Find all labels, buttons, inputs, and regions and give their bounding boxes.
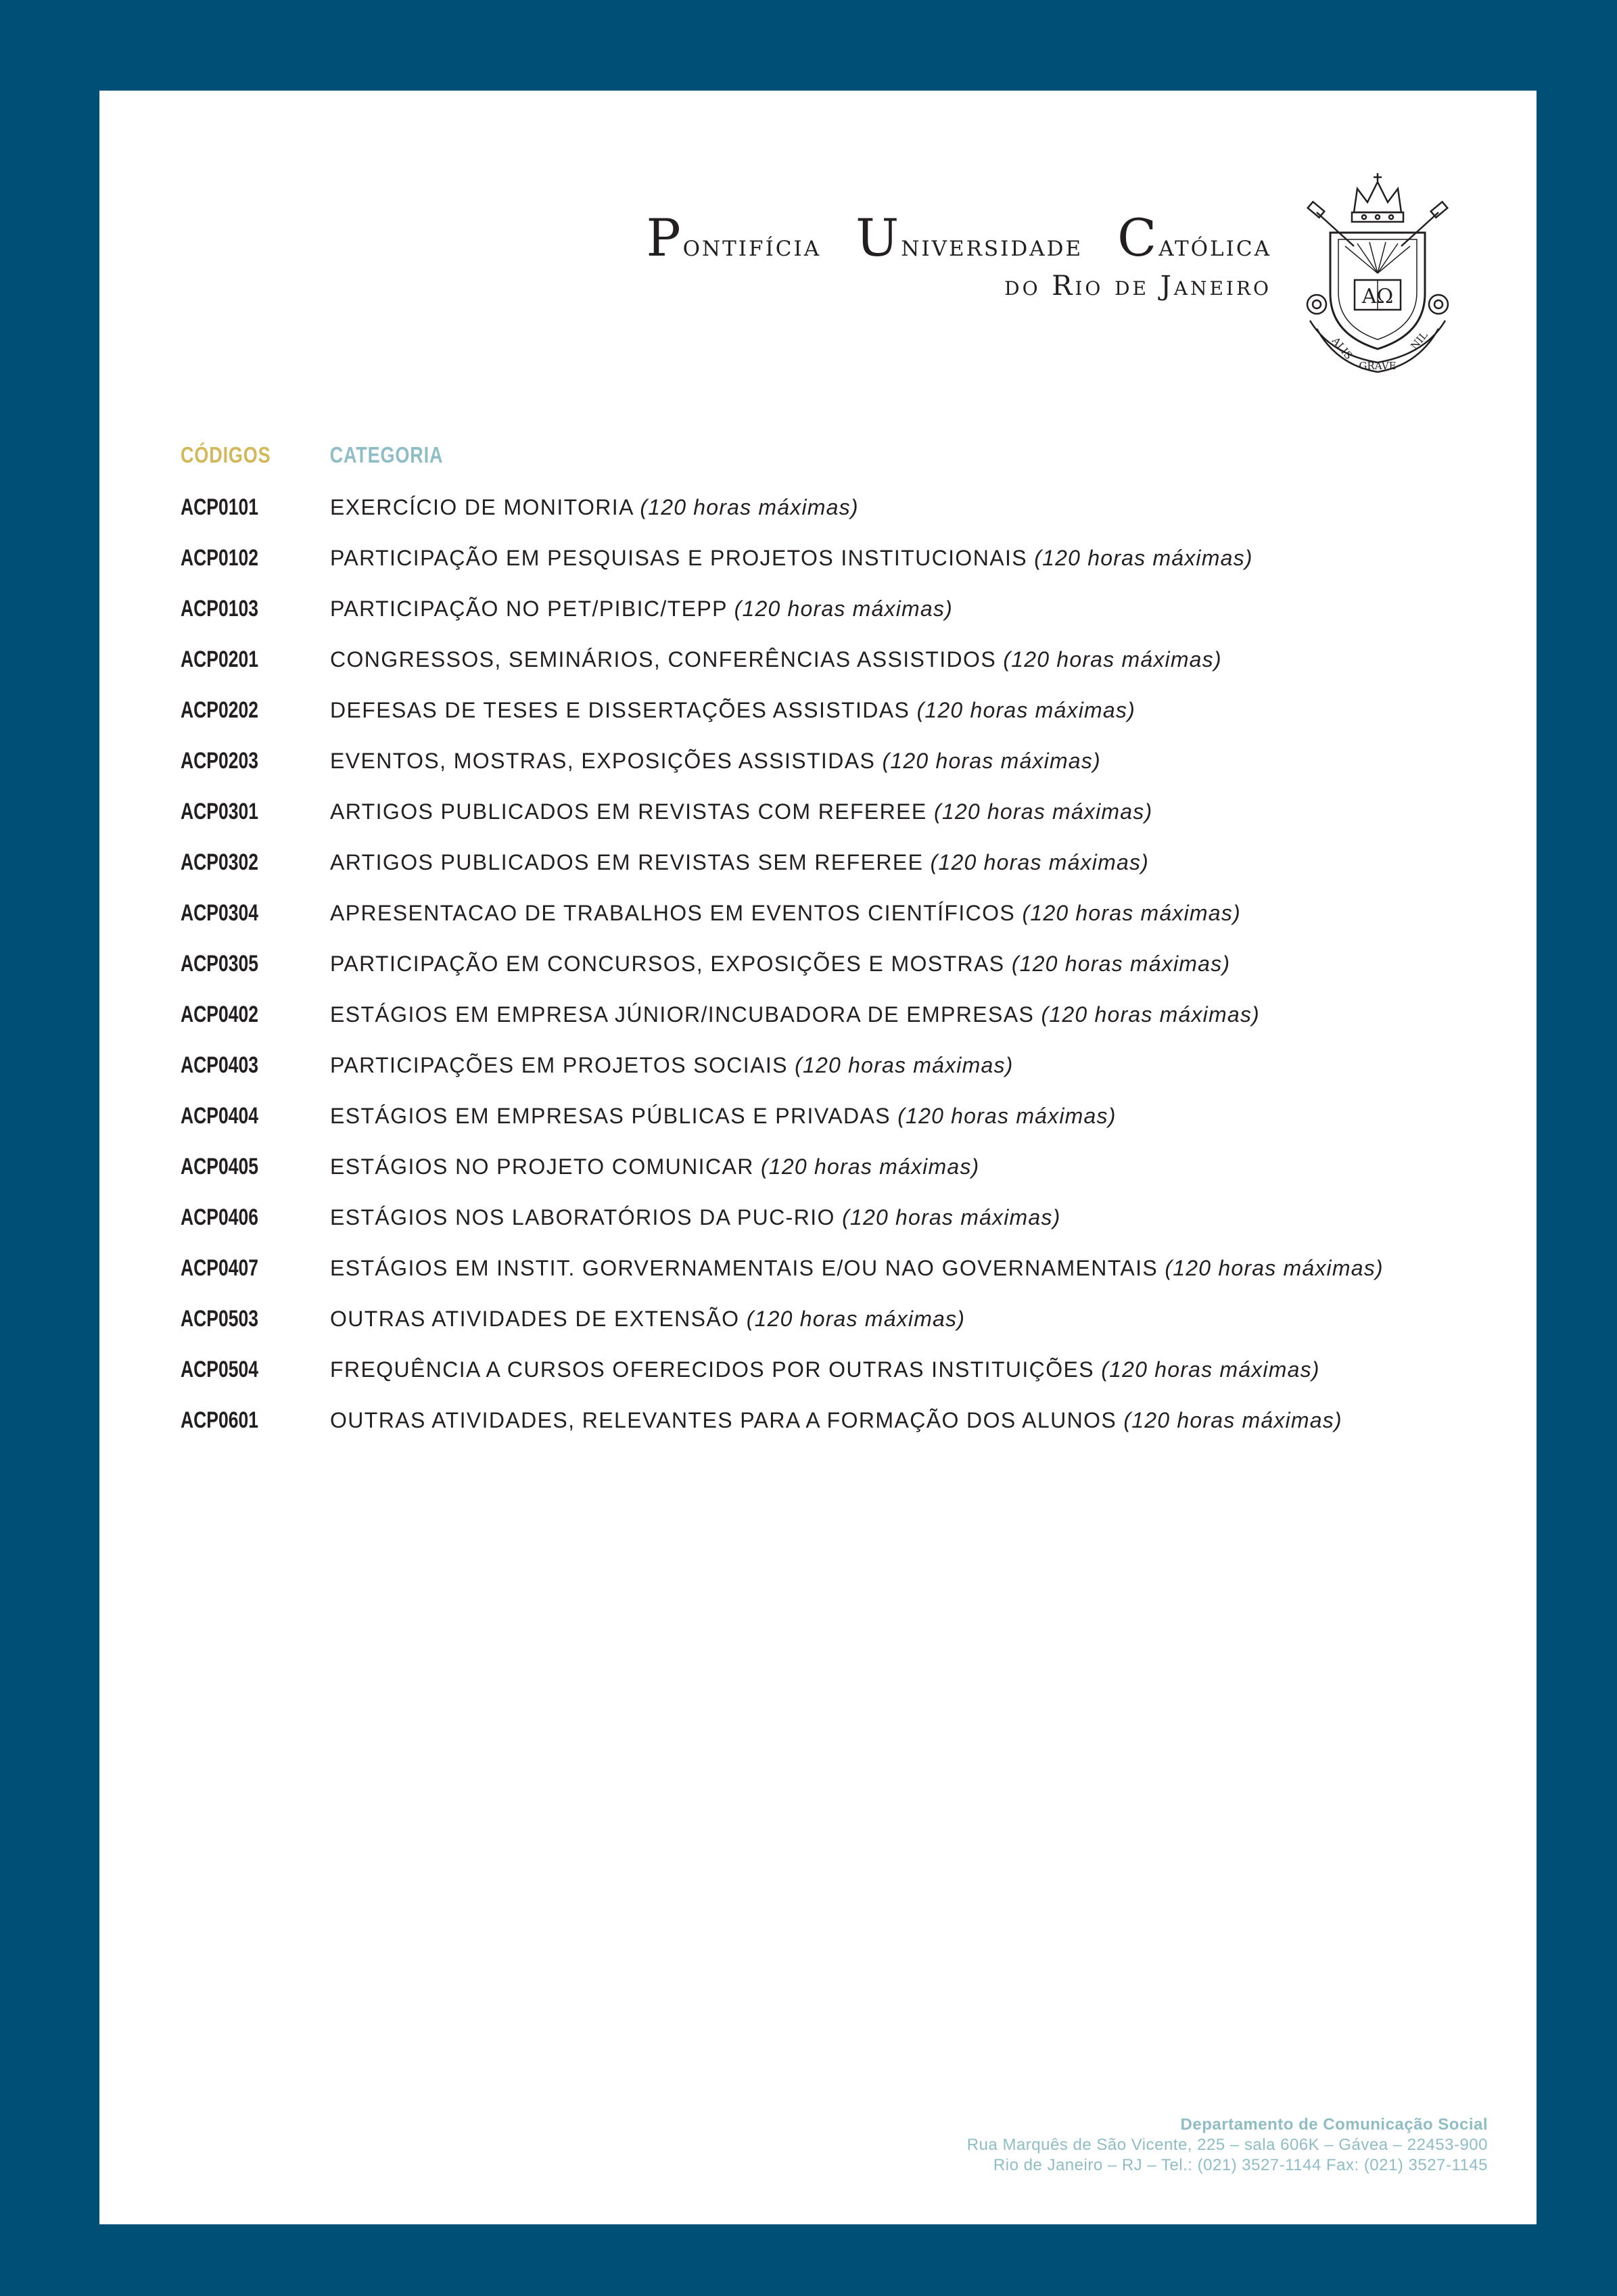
row-hours-limit: (120 horas máximas) (1165, 1256, 1384, 1280)
row-hours-limit: (120 horas máximas) (1034, 546, 1253, 570)
crest-motto-right: NIL (1408, 329, 1430, 352)
table-row (181, 1053, 1509, 1104)
university-name-line2: do Rio de Janeiro (1004, 271, 1271, 302)
row-category-name: PARTICIPAÇÃO EM PESQUISAS E PROJETOS INSTITUCIONAIS (330, 546, 1027, 570)
row-hours-limit: (120 horas máximas) (640, 495, 859, 519)
row-code: ACP0601 (181, 1407, 258, 1433)
row-hours-limit: (120 horas máximas) (882, 749, 1101, 773)
table-row (181, 1408, 1509, 1459)
table-row (181, 850, 1509, 901)
crest-motto-center: GRAVE (1359, 360, 1397, 372)
row-hours-limit: (120 horas máximas) (1123, 1408, 1342, 1432)
row-category-name: ESTÁGIOS NOS LABORATÓRIOS DA PUC-RIO (330, 1205, 835, 1229)
table-row (181, 1307, 1509, 1357)
row-hours-limit: (120 horas máximas) (930, 850, 1150, 874)
row-hours-limit: (120 horas máximas) (933, 799, 1153, 824)
row-code: ACP0101 (181, 494, 258, 520)
row-code: ACP0202 (181, 697, 258, 723)
row-category (330, 901, 1241, 925)
row-category (330, 1104, 1117, 1128)
row-category (330, 1154, 979, 1179)
row-code: ACP0103 (181, 596, 258, 622)
table-row (181, 799, 1509, 850)
table-row (181, 1256, 1509, 1307)
crest-motto-left: ALIS (1329, 335, 1355, 362)
row-category-name: OUTRAS ATIVIDADES, RELEVANTES PARA A FORMAÇÃO DOS ALUNOS (330, 1408, 1117, 1432)
row-category-name: PARTICIPAÇÕES EM PROJETOS SOCIAIS (330, 1053, 788, 1077)
row-category-name: ESTÁGIOS EM EMPRESAS PÚBLICAS E PRIVADAS (330, 1104, 891, 1128)
row-category-name: FREQUÊNCIA A CURSOS OFERECIDOS POR OUTRAS INSTITUIÇÕES (330, 1357, 1094, 1382)
row-category (330, 749, 1101, 773)
university-name-line1 (646, 208, 1271, 268)
table-row (181, 698, 1509, 749)
row-category-name: ARTIGOS PUBLICADOS EM REVISTAS SEM REFEREE (330, 850, 924, 874)
row-code: ACP0305 (181, 951, 258, 977)
row-code: ACP0504 (181, 1357, 258, 1382)
row-category (330, 952, 1230, 976)
row-code: ACP0304 (181, 900, 258, 926)
table-row (181, 1002, 1509, 1053)
footer-department: Departamento de Comunicação Social (1180, 2115, 1488, 2134)
row-hours-limit: (120 horas máximas) (897, 1104, 1117, 1128)
row-category-name: ESTÁGIOS EM EMPRESA JÚNIOR/INCUBADORA DE EMPRESAS (330, 1002, 1035, 1027)
row-category-name: ESTÁGIOS EM INSTIT. GORVERNAMENTAIS E/OU NAO GOVERNAMENTAIS (330, 1256, 1158, 1280)
row-code: ACP0201 (181, 647, 258, 672)
footer (967, 2115, 1488, 2176)
table-row (181, 596, 1509, 647)
row-code: ACP0203 (181, 748, 258, 774)
row-category-name: PARTICIPAÇÃO NO PET/PIBIC/TEPP (330, 596, 728, 621)
row-category-name: PARTICIPAÇÃO EM CONCURSOS, EXPOSIÇÕES E MOSTRAS (330, 952, 1005, 976)
crest-alpha-omega: ΑΩ (1361, 285, 1394, 308)
row-hours-limit: (120 horas máximas) (746, 1307, 966, 1331)
row-category-name: EXERCÍCIO DE MONITORIA (330, 495, 634, 519)
row-hours-limit: (120 horas máximas) (1041, 1002, 1260, 1027)
row-category-name: EVENTOS, MOSTRAS, EXPOSIÇÕES ASSISTIDAS (330, 749, 876, 773)
table-row (181, 647, 1509, 698)
row-hours-limit: (120 horas máximas) (795, 1053, 1014, 1077)
row-category (330, 546, 1253, 570)
row-category-name: ESTÁGIOS NO PROJETO COMUNICAR (330, 1154, 754, 1179)
column-header-category: CATEGORIA (329, 442, 444, 467)
row-code: ACP0503 (181, 1306, 258, 1332)
column-header-codes: CÓDIGOS (181, 442, 271, 467)
row-category (330, 850, 1149, 874)
row-category-name: CONGRESSOS, SEMINÁRIOS, CONFERÊNCIAS ASSISTIDOS (330, 647, 997, 672)
row-category-name: DEFESAS DE TESES E DISSERTAÇÕES ASSISTIDAS (330, 698, 910, 722)
row-category (330, 596, 953, 621)
table-row (181, 749, 1509, 799)
row-category (330, 1256, 1384, 1280)
row-category (330, 1205, 1060, 1229)
row-code: ACP0403 (181, 1052, 258, 1078)
row-category-name: OUTRAS ATIVIDADES DE EXTENSÃO (330, 1307, 740, 1331)
row-category-name: ARTIGOS PUBLICADOS EM REVISTAS COM REFEREE (330, 799, 927, 824)
row-hours-limit: (120 horas máximas) (1101, 1357, 1320, 1382)
table-row (181, 546, 1509, 596)
row-code: ACP0405 (181, 1154, 258, 1179)
document-page (99, 91, 1537, 2224)
row-hours-limit: (120 horas máximas) (1003, 647, 1222, 672)
row-category (330, 495, 859, 519)
table-row (181, 952, 1509, 1002)
category-list (181, 495, 1509, 1459)
row-category-name: APRESENTACAO DE TRABALHOS EM EVENTOS CIENTÍFICOS (330, 901, 1016, 925)
word-pontificia: Pontifícia (646, 208, 822, 268)
word-catolica: Católica (1117, 208, 1271, 268)
row-category (330, 1002, 1260, 1027)
table-row (181, 1205, 1509, 1256)
row-code: ACP0402 (181, 1002, 258, 1027)
footer-address: Rua Marquês de São Vicente, 225 – sala 606K – Gávea – 22453-900 (966, 2136, 1488, 2154)
table-row (181, 495, 1509, 546)
university-name (646, 208, 1271, 302)
row-hours-limit: (120 horas máximas) (734, 596, 953, 621)
word-universidade: Universidade (856, 208, 1083, 268)
row-category (330, 799, 1152, 824)
table-row (181, 1104, 1509, 1154)
footer-contact: Rio de Janeiro – RJ – Tel.: (021) 3527-1144 Fax: (021) 3527-1145 (993, 2156, 1488, 2174)
row-hours-limit: (120 horas máximas) (761, 1154, 980, 1179)
row-category (330, 698, 1135, 722)
row-category (330, 1357, 1320, 1382)
table-row (181, 1154, 1509, 1205)
row-category (330, 1053, 1014, 1077)
row-code: ACP0102 (181, 545, 258, 571)
row-category (330, 1307, 965, 1331)
table-row (181, 1357, 1509, 1408)
row-category (330, 647, 1222, 672)
university-crest-logo (1290, 172, 1466, 375)
row-hours-limit: (120 horas máximas) (842, 1205, 1061, 1229)
row-code: ACP0407 (181, 1255, 258, 1281)
row-code: ACP0404 (181, 1103, 258, 1129)
table-row (181, 901, 1509, 952)
row-code: ACP0301 (181, 799, 258, 824)
row-code: ACP0302 (181, 849, 258, 875)
row-code: ACP0406 (181, 1204, 258, 1230)
row-hours-limit: (120 horas máximas) (1022, 901, 1241, 925)
row-category (330, 1408, 1342, 1432)
row-hours-limit: (120 horas máximas) (916, 698, 1135, 722)
row-hours-limit: (120 horas máximas) (1011, 952, 1231, 976)
